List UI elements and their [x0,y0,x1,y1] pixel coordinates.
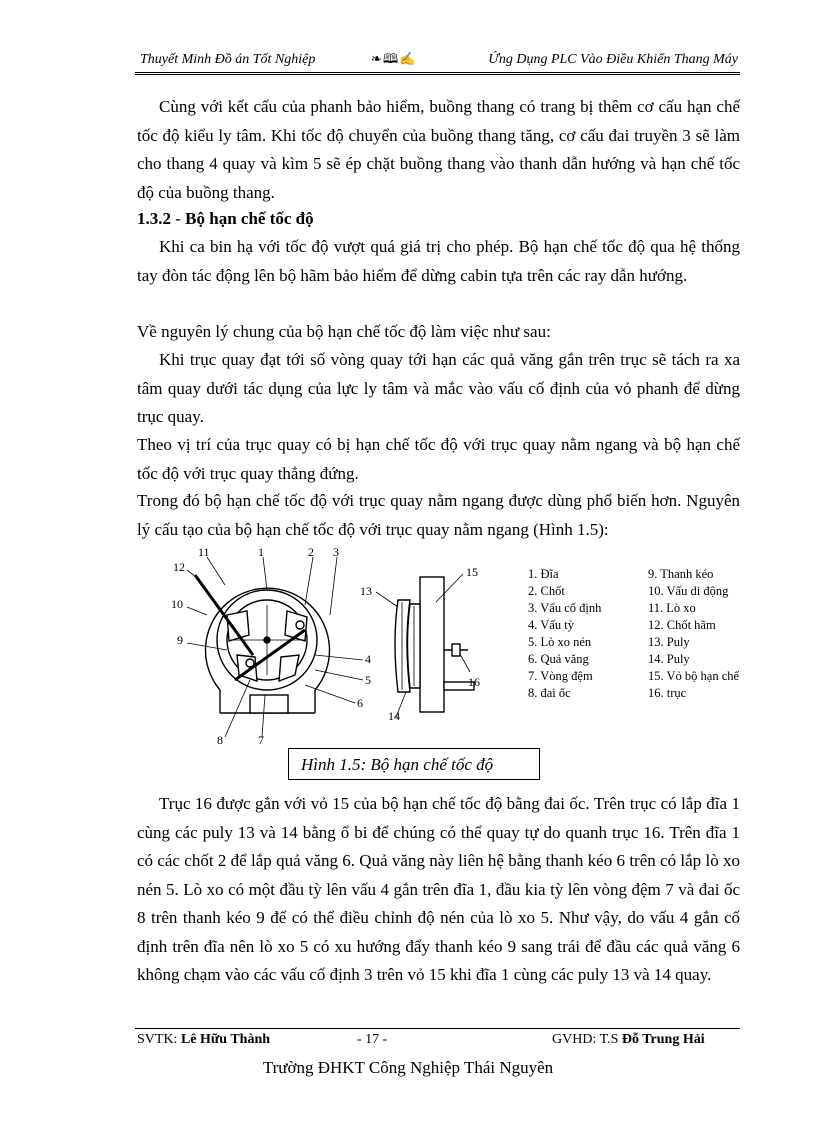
legend-item: 9. Thanh kéo [648,567,714,581]
school-name: Trường ĐHKT Công Nghiệp Thái Nguyên [262,1058,554,1077]
legend-row [528,600,768,617]
header-right: Ứng Dụng PLC Vào Điều Khiển Thang Máy [488,52,738,67]
label-13: 13 [360,584,372,598]
paragraph-1: Cùng với kết cấu của phanh bảo hiểm, buồng thang có trang bị thêm cơ cấu hạn chế tốc độ kiểu ly tâm. Khi tốc độ chuyển của buồng thang tăng, cơ cấu đai truyền 3 sẽ làm cho thang 4 quay và kìm 5 sẽ ép chặt buồng thang vào thanh dẫn hướng và hạn chế tốc độ của buồng thang. [137,97,740,202]
footer-svtk [137,1032,270,1048]
label-6: 6 [357,696,363,710]
legend-row [528,668,768,685]
label-4: 4 [365,652,371,666]
legend-item: 8. đai ốc [528,686,571,700]
footer-gvhd [552,1032,705,1048]
gvhd-name: Đỗ Trung Hải [621,1032,705,1047]
figure-side-view [358,562,518,732]
paragraph-5: Theo vị trí của trục quay có bị hạn chế tốc độ với trục quay nằm ngang và bộ hạn chế tốc độ với trục quay thẳng đứng. [137,435,740,483]
label-14: 14 [388,709,400,723]
label-9: 9 [177,633,183,647]
legend-item: 11. Lò xo [648,601,696,615]
header-ornament: ❧🕮✍ [371,51,417,66]
header-rule [135,72,740,75]
label-16: 16 [468,675,480,689]
figure-caption: Hình 1.5: Bộ hạn chế tốc độ [288,748,540,780]
paragraph-4: Khi trục quay đạt tới số vòng quay tới hạn các quả văng gắn trên trục sẽ tách ra xa tâm quay dưới tác dụng của lực ly tâm và mắc vào vấu cố định của vỏ phanh để dừng trục quay. [137,350,740,426]
figure-legend [528,566,768,702]
header-left: Thuyết Minh Đồ án Tốt Nghiệp [140,52,316,67]
paragraph-6: Trong đó bộ hạn chế tốc độ với trục quay nằm ngang được dùng phổ biến hơn. Nguyên lý cấu tạo của bộ hạn chế tốc độ với trục quay nằm ngang (Hình 1.5): [137,491,740,539]
legend-item: 7. Vòng đệm [528,669,593,683]
svtk-name: Lê Hữu Thành [180,1032,271,1047]
label-15: 15 [466,565,478,579]
legend-row [528,651,768,668]
label-10: 10 [171,597,183,611]
label-12: 12 [173,560,185,574]
label-2: 2 [308,545,314,559]
legend-item: 14. Puly [648,652,690,666]
legend-row [528,566,768,583]
legend-item: 4. Vấu tỳ [528,618,574,632]
legend-item: 16. trục [648,686,687,700]
legend-item: 10. Vấu di động [648,584,729,598]
section-title: Bộ hạn chế tốc độ [185,209,314,228]
paragraph-2: Khi ca bin hạ với tốc độ vượt quá giá trị cho phép. Bộ hạn chế tốc độ qua hệ thống tay đòn tác động lên bộ hãm bảo hiểm để dừng cabin tựa trên các ray dẫn hướng. [137,237,740,285]
label-8: 8 [217,733,223,745]
legend-row [528,583,768,600]
footer-rule [135,1028,740,1029]
gvhd-label: GVHD: T.S [552,1032,622,1047]
label-3: 3 [333,545,339,559]
legend-item: 2. Chốt [528,584,565,598]
legend-item: 5. Lò xo nén [528,635,592,649]
page-number: - 17 - [357,1032,388,1047]
legend-item: 13. Puly [648,635,690,649]
label-11: 11 [198,545,210,559]
legend-row [528,685,768,702]
label-7: 7 [258,733,264,745]
legend-item: 12. Chốt hãm [648,618,716,632]
legend-item: 3. Vấu cố định [528,601,602,615]
legend-item: 6. Quả văng [528,652,589,666]
paragraph-7: Trục 16 được gắn với vỏ 15 của bộ hạn chế tốc độ bằng đai ốc. Trên trục có lắp đĩa 1 cùng các puly 13 và 14 bằng ổ bi để chúng có thể quay tự do quanh trục 16. Trên đĩa 1 có các chốt 2 để lắp quả văng 6. Quả văng này liên hệ bằng thanh kéo 6 trên có lắp lò xo nén 5. Lò xo có một đầu tỳ lên vấu 4 gắn trên đĩa 1, đầu kia tỳ lên vòng đệm 7 và đai ốc 8 trên thanh kéo 9 để có thể điều chỉnh độ nén của lò xo 5. Như vậy, do vấu 4 gắn cố định trên đĩa nên lò xo 5 có xu hướng đẩy thanh kéo 9 sang trái để đầu các quả văng 6 không chạm vào các vấu cố định 3 trên vỏ 15 khi đĩa 1 cùng các puly 13 và 14 quay. [137,794,740,984]
label-1: 1 [258,545,264,559]
label-5: 5 [365,673,371,687]
legend-item: 1. Đĩa [528,567,559,581]
page-header [135,48,740,72]
section-heading [137,205,740,234]
figure-front-view [165,545,375,745]
legend-item: 15. Vỏ bộ hạn chế [648,669,740,683]
legend-row [528,634,768,651]
legend-row [528,617,768,634]
section-dash: - [171,209,186,228]
paragraph-3: Về nguyên lý chung của bộ hạn chế tốc độ làm việc như sau: [137,322,551,341]
svtk-label: SVTK: [137,1032,181,1047]
section-number: 1.3.2 [137,209,171,228]
